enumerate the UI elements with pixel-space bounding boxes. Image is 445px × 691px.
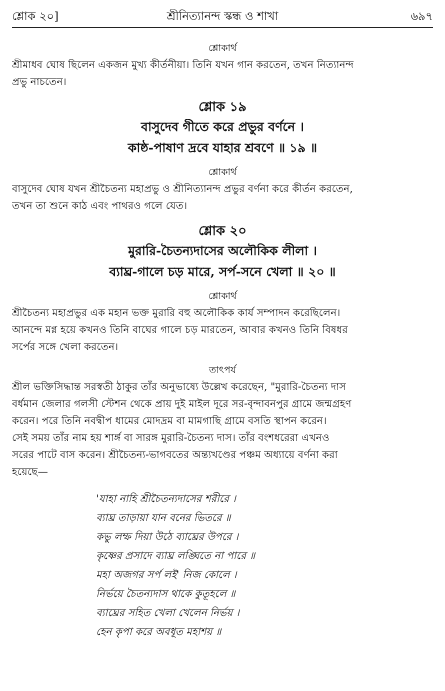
header-chapter-title: শ্রীনিত্যানন্দ স্কন্ধ ও শাখা: [166, 9, 279, 23]
purport-line: করেন। পরে তিনি নবদ্বীপ ধামের মোদদ্রম বা মামগাছি গ্রামে বসতি স্থাপন করেন।: [12, 416, 327, 427]
purport-line: হয়েছে—: [12, 467, 48, 478]
poem-line: 'যাহা নাহি শ্রীচৈতন্যদাসের শরীরে ।: [96, 494, 236, 505]
poem-line: মহা অজগর সর্প লই' নিজ কোলে ।: [96, 570, 237, 581]
running-header: [12, 8, 433, 26]
verse-line: কাষ্ঠ-পাষাণ দ্রবে যাহার শ্রবণে ॥ ১৯ ॥: [127, 140, 318, 155]
poem-line: কভু লম্ফ দিয়া উঠে ব্যাঘ্রের উপরে ।: [96, 532, 239, 543]
purport-line: বর্ধমান জেলার গলসী স্টেশন থেকে প্রায় দুই মাইল দূরে সর-বৃন্দাবনপুর গ্রামে জন্মগ্রহণ: [12, 399, 352, 410]
poem-line: কৃষ্ণের প্রসাদে ব্যাঘ্র লঙ্ঘিতে না পারে ॥: [96, 551, 255, 562]
translation-line: তখন তা শুনে কাঠ এবং পাথরও গলে যেত।: [12, 201, 188, 212]
translation-line: শ্রীচৈতন্য মহাপ্রভুর এক মহান ভক্ত মুরারি বহু অলৌকিক কার্য সম্পাদন করেছিলেন।: [12, 308, 341, 319]
purport-line: শ্রীল ভক্তিসিদ্ধান্ত সরস্বতী ঠাকুর তাঁর অনুভাষ্যে উল্লেখ করেছেন, "মুরারি-চৈতন্য দাস: [12, 382, 346, 393]
header-verse-ref: শ্লোক ২০]: [12, 9, 59, 23]
purport-line: সেই সময় তাঁর নাম হয় শার্ঙ্গ বা সারঙ্গ মুরারি-চৈতন্য দাস। তাঁর বংশধরেরা এখনও: [12, 433, 330, 444]
purport-line: সরের পাটে বাস করেন। শ্রীচৈতন্য-ভাগবতের অন্ত্যখণ্ডের পঞ্চম অধ্যায়ে বর্ণনা করা: [12, 450, 338, 461]
verse-number: শ্লোক ২০: [198, 224, 247, 239]
poem-line: হেন কৃপা করে অবধূত মহাশয় ॥: [96, 627, 222, 638]
translation-line: সর্পের সঙ্গে খেলা করতেন।: [12, 342, 119, 353]
translation-heading: শ্লোকার্থ: [208, 43, 237, 54]
translation-heading: শ্লোকার্থ: [208, 291, 237, 302]
verse-line: বাসুদেব গীতে করে প্রভুর বর্ণনে ।: [141, 119, 304, 134]
header-page-number: ৬৯৭: [410, 9, 433, 23]
verse-number: শ্লোক ১৯: [198, 100, 247, 115]
purport-heading: তাৎপর্য: [209, 365, 236, 376]
translation-line: বাসুদেব ঘোষ যখন শ্রীচৈতন্য মহাপ্রভু ও শ্রীনিত্যানন্দ প্রভুর বর্ণনা করে কীর্তন করতেন,: [12, 184, 353, 195]
translation-line: আনন্দে মগ্ন হয়ে কখনও তিনি বাঘের গালে চড় মারতেন, আবার কখনও তিনি বিষধর: [12, 325, 348, 336]
header-rule: [12, 27, 433, 28]
translation-line: শ্রীমাধব ঘোষ ছিলেন একজন মুখ্য কীর্তনীয়া। তিনি যখন গান করতেন, তখন নিত্যানন্দ: [12, 60, 354, 71]
verse-line: ব্যাঘ্র-গালে চড় মারে, সর্প-সনে খেলা ॥ ২০ ॥: [109, 264, 336, 279]
verse-line: মুরারি-চৈতন্যদাসের অলৌকিক লীলা ।: [128, 243, 317, 258]
poem-line: ব্যাঘ্র তাড়ায়া যান বনের ভিতরে ॥: [96, 513, 231, 524]
poem-line: ব্যাঘ্রের সহিত খেলা খেলেন নির্ভয় ।: [96, 608, 240, 619]
poem-line: নির্ভয়ে চৈতন্যদাস থাকে কুতূহলে ॥: [96, 589, 236, 600]
translation-line: প্রভু নাচতেন।: [12, 77, 67, 88]
translation-heading: শ্লোকার্থ: [208, 167, 237, 178]
